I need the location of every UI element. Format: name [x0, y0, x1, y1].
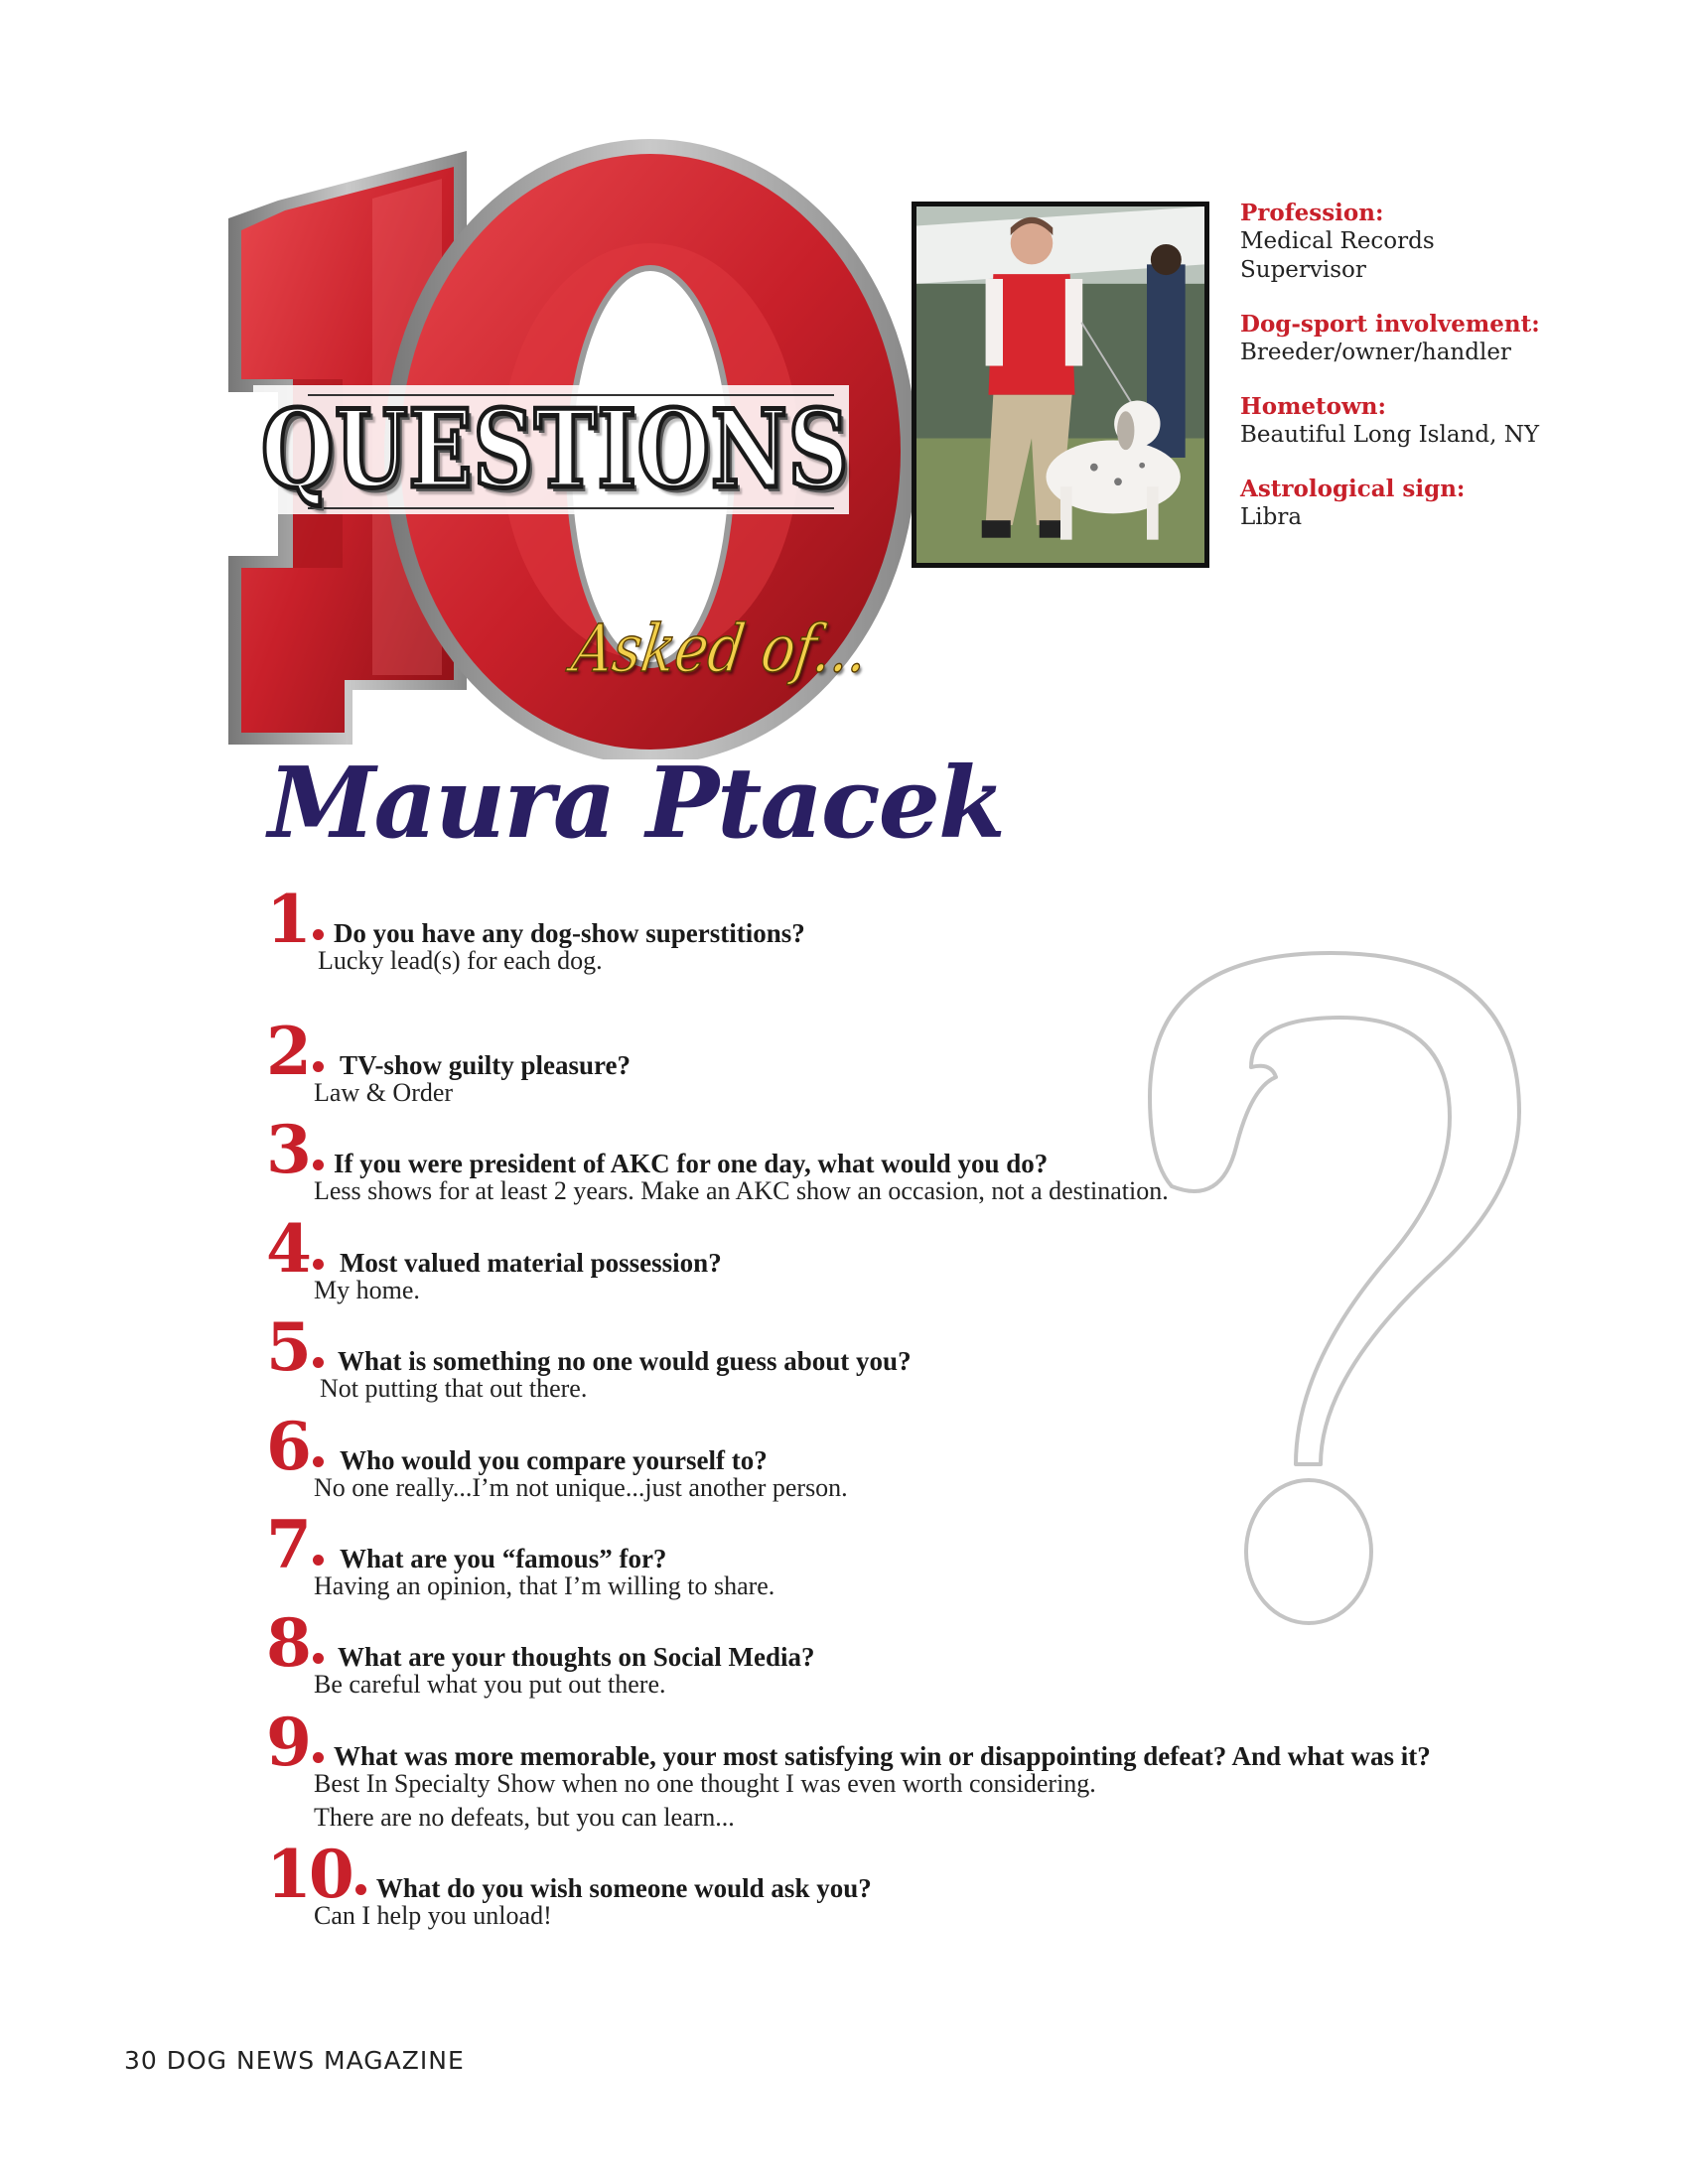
- fact-label: Astrological sign:: [1240, 476, 1466, 502]
- question-number: 5: [266, 1308, 309, 1386]
- number-dot: [313, 1653, 324, 1664]
- number-dot: [313, 929, 324, 940]
- number-dot: [313, 1061, 324, 1072]
- person-name: Maura Ptacek: [268, 747, 1004, 861]
- profile-facts: [1240, 199, 1657, 557]
- handler-with-dog-photo: [912, 202, 1209, 568]
- question-item-8: [266, 1604, 1557, 1702]
- question-text: Most valued material possession?: [339, 1248, 722, 1278]
- answer-text: Can I help you unload!: [314, 1901, 552, 1930]
- question-text: What was more memorable, your most satisfying win or disappointing defeat? And what was it?: [333, 1741, 1431, 1771]
- number-dot: [355, 1884, 366, 1895]
- fact-label: Profession:: [1240, 200, 1384, 226]
- answer-text: My home.: [314, 1276, 420, 1304]
- question-item-5: [266, 1308, 1557, 1406]
- number-dot: [313, 1555, 324, 1566]
- hero-title: [223, 139, 918, 759]
- fact-profession: [1240, 199, 1657, 285]
- question-text: Who would you compare yourself to?: [339, 1445, 768, 1475]
- page-footer: 30 DOG NEWS MAGAZINE: [124, 2046, 465, 2075]
- answer-text: Be careful what you put out there.: [314, 1670, 666, 1699]
- fact-hometown: [1240, 392, 1657, 450]
- fact-astrological-sign: [1240, 475, 1657, 532]
- question-number: 2: [266, 1013, 309, 1090]
- question-item-7: [266, 1506, 1557, 1603]
- answer-text: Best In Specialty Show when no one thought I was even worth considering. There are no defeats, but you can learn...: [314, 1769, 1096, 1832]
- question-number: 8: [266, 1604, 309, 1682]
- fact-label: Hometown:: [1240, 393, 1387, 420]
- fact-label: Dog-sport involvement:: [1240, 311, 1540, 338]
- answer-text: Not putting that out there.: [320, 1374, 588, 1403]
- questions-word: QUESTIONS: [261, 387, 850, 512]
- question-item-3: [266, 1111, 1557, 1208]
- number-dot: [313, 1357, 324, 1368]
- question-item-1: [266, 881, 1557, 978]
- question-text: What do you wish someone would ask you?: [375, 1873, 872, 1903]
- question-number: 3: [266, 1111, 309, 1188]
- number-dot: [313, 1752, 324, 1763]
- answer-text: Less shows for at least 2 years. Make an AKC show an occasion, not a destination.: [314, 1176, 1169, 1205]
- question-number: 1: [266, 881, 309, 958]
- question-number: 9: [266, 1704, 309, 1781]
- question-item-4: [266, 1210, 1557, 1307]
- question-number: 6: [266, 1408, 309, 1485]
- question-text: TV-show guilty pleasure?: [339, 1050, 631, 1080]
- question-item-9: [266, 1704, 1557, 1835]
- question-text: If you were president of AKC for one day, what would you do?: [333, 1149, 1049, 1178]
- fact-value: Beautiful Long Island, NY: [1240, 422, 1540, 448]
- question-number: 4: [266, 1210, 309, 1288]
- fact-value: Breeder/owner/handler: [1240, 340, 1511, 365]
- fact-dog-sport-involvement: [1240, 310, 1657, 367]
- number-dot: [313, 1259, 324, 1270]
- number-dot: [313, 1456, 324, 1467]
- question-text: Do you have any dog-show superstitions?: [333, 918, 805, 948]
- asked-of-label: Asked of...: [567, 611, 873, 687]
- question-item-10: [266, 1836, 1557, 1933]
- question-item-2: [266, 1013, 1557, 1110]
- answer-text: No one really...I’m not unique...just another person.: [314, 1473, 848, 1502]
- answer-text: Lucky lead(s) for each dog.: [318, 946, 603, 975]
- question-number: 10: [266, 1836, 352, 1913]
- question-number: 7: [266, 1506, 309, 1583]
- question-text: What is something no one would guess about you?: [337, 1346, 912, 1376]
- question-text: What are your thoughts on Social Media?: [337, 1642, 815, 1672]
- number-dot: [313, 1160, 324, 1170]
- answer-text: Having an opinion, that I’m willing to share.: [314, 1571, 775, 1600]
- answer-text: Law & Order: [314, 1078, 454, 1107]
- question-item-6: [266, 1408, 1557, 1505]
- fact-value: Libra: [1240, 504, 1303, 530]
- question-text: What are you “famous” for?: [339, 1544, 667, 1573]
- fact-value: Medical Records Supervisor: [1240, 228, 1435, 283]
